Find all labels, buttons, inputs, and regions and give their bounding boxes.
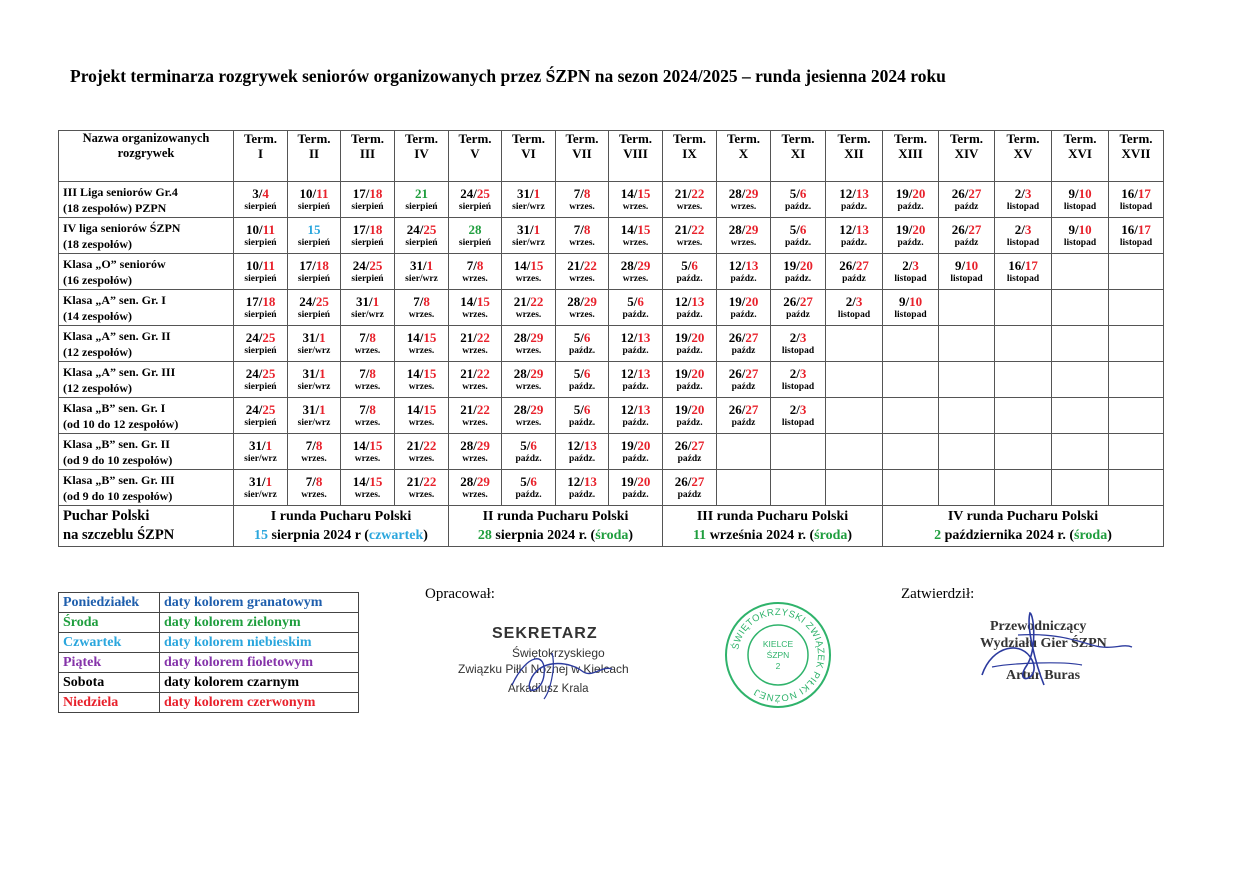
schedule-cell: 12/13 paźdz. (663, 290, 717, 326)
schedule-cell (1109, 362, 1164, 398)
schedule-cell (826, 434, 883, 470)
schedule-cell: 12/13 paźdz. (609, 362, 663, 398)
schedule-cell: 24/25 sierpień (395, 218, 449, 254)
schedule-cell: 9/10 listopad (1052, 218, 1109, 254)
schedule-cell: 28/29 wrzes. (502, 326, 556, 362)
schedule-cell: 7/8 wrzes. (556, 218, 609, 254)
schedule-cell: 26/27 paźdz (771, 290, 826, 326)
schedule-cell: 24/25 sierpień (234, 398, 288, 434)
competition-name: Klasa „B” sen. Gr. III (od 9 do 10 zespołów) (59, 470, 234, 506)
schedule-cell: 15 sierpień (288, 218, 341, 254)
schedule-cell: 7/8 wrzes. (288, 434, 341, 470)
schedule-cell: 16/17 listopad (995, 254, 1052, 290)
table-row (59, 218, 1164, 254)
competition-name: III Liga seniorów Gr.4 (18 zespołów) PZPN (59, 182, 234, 218)
schedule-cell: 31/1 sier/wrz (502, 182, 556, 218)
schedule-cell: 7/8 wrzes. (449, 254, 502, 290)
schedule-cell: 26/27 paźdz (939, 182, 995, 218)
secretary-signature-icon (452, 613, 662, 703)
header-term-5: Term. V (449, 131, 502, 182)
schedule-cell: 14/15 wrzes. (609, 218, 663, 254)
schedule-cell (1052, 362, 1109, 398)
schedule-cell: 17/18 sierpień (341, 218, 395, 254)
schedule-cell: 12/13 paźdz. (826, 218, 883, 254)
seal-org: ŚZPN (766, 650, 790, 660)
schedule-cell: 31/1 sier/wrz (288, 362, 341, 398)
schedule-cell: 31/1 sier/wrz (502, 218, 556, 254)
header-term-15: Term. XV (995, 131, 1052, 182)
cup-round-4: IV runda Pucharu Polski 2 października 2024 r. (środa) (883, 506, 1164, 547)
schedule-cell (1109, 326, 1164, 362)
chairman-signature-icon (972, 605, 1142, 695)
schedule-cell (1052, 434, 1109, 470)
schedule-cell: 19/20 paźdz. (883, 182, 939, 218)
header-term-12: Term. XII (826, 131, 883, 182)
schedule-cell (883, 398, 939, 434)
schedule-cell (995, 470, 1052, 506)
legend-day: Poniedziałek (59, 593, 160, 613)
schedule-cell: 28/29 wrzes. (449, 434, 502, 470)
header-term-3: Term. III (341, 131, 395, 182)
schedule-cell: 7/8 wrzes. (341, 398, 395, 434)
schedule-cell: 24/25 sierpień (234, 326, 288, 362)
schedule-cell (1052, 470, 1109, 506)
schedule-cell (1109, 398, 1164, 434)
schedule-cell (939, 398, 995, 434)
schedule-cell: 31/1 sier/wrz (341, 290, 395, 326)
schedule-cell: 5/6 paźdz. (771, 218, 826, 254)
schedule-cell: 21/22 wrzes. (449, 362, 502, 398)
schedule-cell: 28/29 wrzes. (556, 290, 609, 326)
cup-round-3: III runda Pucharu Polski 11 września 2024 r. (środa) (663, 506, 883, 547)
table-row (59, 434, 1164, 470)
schedule-cell (826, 362, 883, 398)
legend-row (59, 653, 359, 673)
schedule-cell: 19/20 paźdz. (883, 218, 939, 254)
schedule-cell (939, 290, 995, 326)
cup-row (59, 506, 1164, 547)
table-row (59, 182, 1164, 218)
schedule-cell (1109, 434, 1164, 470)
schedule-cell (1109, 254, 1164, 290)
schedule-cell: 7/8 wrzes. (288, 470, 341, 506)
cup-name: Puchar Polski na szczeblu ŚZPN (59, 506, 234, 547)
header-term-1: Term. I (234, 131, 288, 182)
legend-desc: daty kolorem zielonym (160, 613, 359, 633)
schedule-cell: 16/17 listopad (1109, 218, 1164, 254)
schedule-cell: 2/3 listopad (771, 362, 826, 398)
competition-name: IV liga seniorów ŚZPN (18 zespołów) (59, 218, 234, 254)
header-row (59, 131, 1164, 182)
legend-day: Czwartek (59, 633, 160, 653)
schedule-cell: 7/8 wrzes. (341, 362, 395, 398)
competition-name: Klasa „O” seniorów (16 zespołów) (59, 254, 234, 290)
schedule-cell: 3/4 sierpień (234, 182, 288, 218)
competition-name: Klasa „A” sen. Gr. II (12 zespołów) (59, 326, 234, 362)
table-row (59, 326, 1164, 362)
schedule-cell: 12/13 paźdz. (609, 398, 663, 434)
schedule-cell: 24/25 sierpień (288, 290, 341, 326)
schedule-cell: 28/29 wrzes. (609, 254, 663, 290)
schedule-cell: 12/13 paźdz. (556, 470, 609, 506)
header-term-9: Term. IX (663, 131, 717, 182)
header-term-11: Term. XI (771, 131, 826, 182)
schedule-cell: 5/6 paźdz. (556, 362, 609, 398)
schedule-cell: 28/29 wrzes. (502, 362, 556, 398)
schedule-cell (939, 362, 995, 398)
schedule-cell: 14/15 wrzes. (395, 398, 449, 434)
header-term-7: Term. VII (556, 131, 609, 182)
schedule-cell: 17/18 sierpień (288, 254, 341, 290)
schedule-cell (995, 362, 1052, 398)
legend-day: Środa (59, 613, 160, 633)
schedule-cell: 31/1 sier/wrz (234, 470, 288, 506)
schedule-table (58, 130, 1164, 547)
schedule-cell (1109, 290, 1164, 326)
schedule-cell: 21/22 wrzes. (663, 218, 717, 254)
schedule-cell (717, 470, 771, 506)
schedule-cell: 5/6 paźdz. (556, 326, 609, 362)
header-term-4: Term. IV (395, 131, 449, 182)
seal-city: KIELCE (762, 639, 794, 649)
schedule-cell: 14/15 wrzes. (609, 182, 663, 218)
association-seal (719, 600, 837, 715)
schedule-cell: 21 sierpień (395, 182, 449, 218)
schedule-cell (826, 470, 883, 506)
schedule-cell: 28/29 wrzes. (449, 470, 502, 506)
approved-label: Zatwierdził: (901, 586, 975, 602)
schedule-cell (995, 434, 1052, 470)
page-title: Projekt terminarza rozgrywek seniorów organizowanych przez ŚZPN na sezon 2024/2025 – runda jesienna 2024 roku (70, 66, 946, 86)
schedule-cell (1052, 326, 1109, 362)
header-term-17: Term. XVII (1109, 131, 1164, 182)
header-term-8: Term. VIII (609, 131, 663, 182)
schedule-cell (883, 470, 939, 506)
legend-day: Sobota (59, 673, 160, 693)
schedule-cell: 28 sierpień (449, 218, 502, 254)
schedule-cell: 21/22 wrzes. (502, 290, 556, 326)
competition-name: Klasa „B” sen. Gr. II (od 9 do 10 zespołów) (59, 434, 234, 470)
schedule-cell (1052, 254, 1109, 290)
schedule-cell: 14/15 wrzes. (341, 470, 395, 506)
schedule-cell: 2/3 listopad (771, 326, 826, 362)
schedule-cell: 14/15 wrzes. (502, 254, 556, 290)
schedule-cell: 2/3 listopad (826, 290, 883, 326)
legend-desc: daty kolorem granatowym (160, 593, 359, 613)
schedule-cell: 26/27 paźdz (663, 434, 717, 470)
header-term-6: Term. VI (502, 131, 556, 182)
schedule-cell: 5/6 paźdz. (609, 290, 663, 326)
legend-desc: daty kolorem fioletowym (160, 653, 359, 673)
schedule-cell: 9/10 listopad (1052, 182, 1109, 218)
schedule-cell: 26/27 paźdz (939, 218, 995, 254)
schedule-cell: 5/6 paźdz. (502, 434, 556, 470)
schedule-cell: 12/13 paźdz. (556, 434, 609, 470)
schedule-cell: 21/22 wrzes. (449, 398, 502, 434)
schedule-cell: 10/11 sierpień (234, 218, 288, 254)
schedule-cell: 28/29 wrzes. (502, 398, 556, 434)
prepared-label: Opracował: (425, 586, 495, 602)
legend-desc: daty kolorem niebieskim (160, 633, 359, 653)
schedule-cell: 10/11 sierpień (234, 254, 288, 290)
schedule-cell: 21/22 wrzes. (395, 470, 449, 506)
schedule-cell (939, 470, 995, 506)
schedule-cell: 12/13 paźdz. (717, 254, 771, 290)
schedule-cell: 26/27 paźdz (826, 254, 883, 290)
table-row (59, 398, 1164, 434)
schedule-cell: 7/8 wrzes. (556, 182, 609, 218)
schedule-cell: 5/6 paźdz. (556, 398, 609, 434)
schedule-cell: 17/18 sierpień (341, 182, 395, 218)
seal-number: 2 (775, 661, 781, 671)
schedule-cell: 28/29 wrzes. (717, 182, 771, 218)
schedule-cell: 26/27 paźdz (663, 470, 717, 506)
header-term-10: Term. X (717, 131, 771, 182)
schedule-cell: 26/27 paźdz (717, 398, 771, 434)
schedule-cell (826, 398, 883, 434)
cup-round-1: I runda Pucharu Polski 15 sierpnia 2024 r (czwartek) (234, 506, 449, 547)
schedule-cell: 2/3 listopad (883, 254, 939, 290)
legend-row (59, 693, 359, 713)
schedule-cell: 26/27 paźdz (717, 362, 771, 398)
legend-day: Niedziela (59, 693, 160, 713)
schedule-cell (939, 434, 995, 470)
legend-desc: daty kolorem czarnym (160, 673, 359, 693)
chairman-signature: Przewodniczący Wydziału Gier ŚZPN Artur Buras (972, 605, 1142, 695)
schedule-cell (771, 434, 826, 470)
schedule-cell (1052, 398, 1109, 434)
header-term-16: Term. XVI (1052, 131, 1109, 182)
schedule-cell: 2/3 listopad (771, 398, 826, 434)
schedule-cell: 28/29 wrzes. (717, 218, 771, 254)
schedule-cell (1052, 290, 1109, 326)
schedule-cell: 19/20 paźdz. (663, 326, 717, 362)
schedule-cell: 19/20 paźdz. (609, 434, 663, 470)
table-row (59, 470, 1164, 506)
schedule-cell (883, 434, 939, 470)
schedule-cell: 14/15 wrzes. (341, 434, 395, 470)
secretary-stamp: SEKRETARZ Świętokrzyskiego Związku Piłki Nożnej w Kielcach Arkadiusz Krala (452, 613, 662, 703)
schedule-cell (717, 434, 771, 470)
schedule-cell (771, 470, 826, 506)
schedule-cell: 19/20 paźdz. (663, 362, 717, 398)
schedule-cell: 14/15 wrzes. (449, 290, 502, 326)
schedule-cell: 21/22 wrzes. (663, 182, 717, 218)
schedule-cell (1109, 470, 1164, 506)
schedule-cell: 19/20 paźdz. (717, 290, 771, 326)
table-row (59, 254, 1164, 290)
schedule-cell: 14/15 wrzes. (395, 362, 449, 398)
competition-name: Klasa „A” sen. Gr. III (12 zespołów) (59, 362, 234, 398)
schedule-cell: 7/8 wrzes. (395, 290, 449, 326)
schedule-cell: 2/3 listopad (995, 182, 1052, 218)
legend-row (59, 613, 359, 633)
schedule-cell: 9/10 listopad (883, 290, 939, 326)
table-row (59, 362, 1164, 398)
schedule-cell: 21/22 wrzes. (449, 326, 502, 362)
schedule-cell: 5/6 paźdz. (502, 470, 556, 506)
legend-row (59, 633, 359, 653)
schedule-cell: 21/22 wrzes. (556, 254, 609, 290)
competition-name: Klasa „B” sen. Gr. I (od 10 do 12 zespołów) (59, 398, 234, 434)
legend-desc: daty kolorem czerwonym (160, 693, 359, 713)
schedule-cell (883, 326, 939, 362)
schedule-cell: 9/10 listopad (939, 254, 995, 290)
schedule-cell: 16/17 listopad (1109, 182, 1164, 218)
schedule-cell: 19/20 paźdz. (609, 470, 663, 506)
schedule-cell: 14/15 wrzes. (395, 326, 449, 362)
schedule-cell: 24/25 sierpień (341, 254, 395, 290)
schedule-cell: 5/6 paźdz. (771, 182, 826, 218)
header-term-2: Term. II (288, 131, 341, 182)
schedule-cell (939, 326, 995, 362)
schedule-cell (995, 326, 1052, 362)
schedule-cell (995, 398, 1052, 434)
legend-day: Piątek (59, 653, 160, 673)
schedule-cell: 17/18 sierpień (234, 290, 288, 326)
schedule-cell: 21/22 wrzes. (395, 434, 449, 470)
competition-name: Klasa „A” sen. Gr. I (14 zespołów) (59, 290, 234, 326)
schedule-cell: 24/25 sierpień (234, 362, 288, 398)
header-term-14: Term. XIV (939, 131, 995, 182)
schedule-cell: 5/6 paźdz. (663, 254, 717, 290)
seal-ring-text: ŚWIĘTOKRZYSKI ZWIĄZEK PIŁKI NOŻNEJ (730, 606, 827, 704)
legend-row (59, 593, 359, 613)
schedule-cell: 19/20 paźdz. (663, 398, 717, 434)
schedule-cell: 2/3 listopad (995, 218, 1052, 254)
schedule-cell: 12/13 paźdz. (609, 326, 663, 362)
legend-row (59, 673, 359, 693)
schedule-cell: 31/1 sier/wrz (395, 254, 449, 290)
schedule-cell: 24/25 sierpień (449, 182, 502, 218)
schedule-cell: 10/11 sierpień (288, 182, 341, 218)
schedule-cell: 19/20 paźdz. (771, 254, 826, 290)
schedule-cell: 31/1 sier/wrz (288, 326, 341, 362)
cup-round-2: II runda Pucharu Polski 28 sierpnia 2024 r. (środa) (449, 506, 663, 547)
header-name-col: Nazwa organizowanych rozgrywek (59, 131, 234, 182)
schedule-cell: 12/13 paźdz. (826, 182, 883, 218)
schedule-cell: 7/8 wrzes. (341, 326, 395, 362)
table-row (59, 290, 1164, 326)
header-term-13: Term. XIII (883, 131, 939, 182)
schedule-cell: 31/1 sier/wrz (234, 434, 288, 470)
schedule-cell: 26/27 paźdz (717, 326, 771, 362)
color-legend (58, 592, 359, 713)
schedule-cell (883, 362, 939, 398)
schedule-cell (995, 290, 1052, 326)
schedule-cell: 31/1 sier/wrz (288, 398, 341, 434)
schedule-cell (826, 326, 883, 362)
